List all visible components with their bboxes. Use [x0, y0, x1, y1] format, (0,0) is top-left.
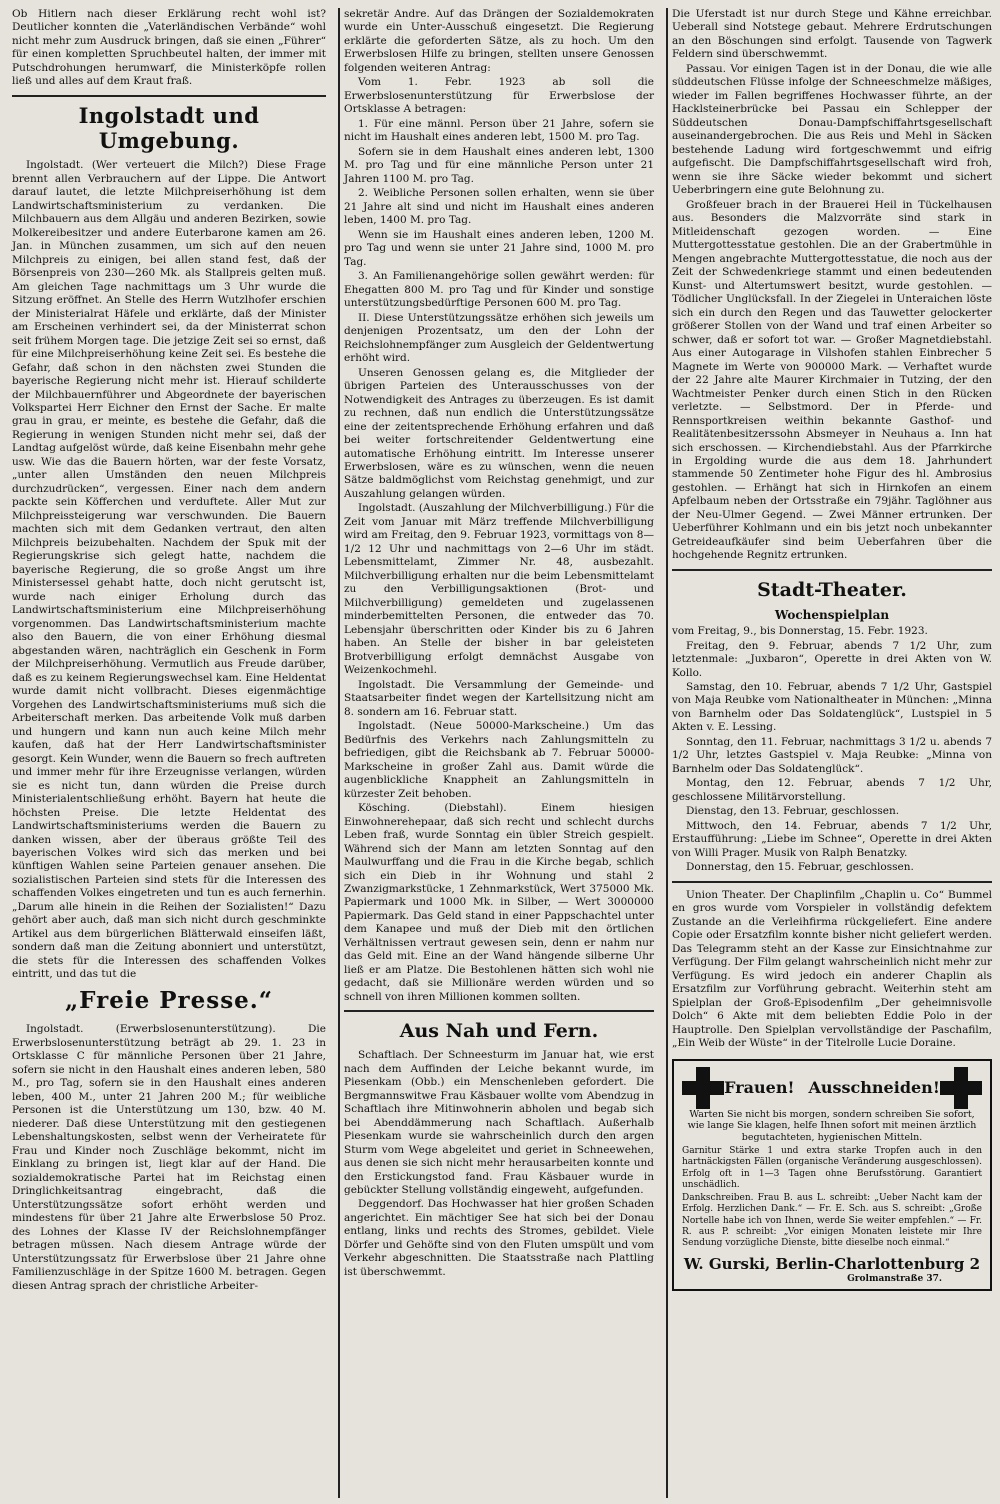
column-1: [8, 8, 330, 1498]
article-paragraph: Ingolstadt. (Neue 50000-Markscheine.) Um das Bedürfnis des Verkehrs nach Zahlungsmitteln zu befriedigen, gibt die Reichsbank ab 7. Februar 50000-Markscheine in großer Zahl aus. Damit würde die augenblickliche Knappheit an Zahlungsmitteln in kürzester Zeit behoben.: [344, 720, 654, 800]
article-paragraph: 2. Weibliche Personen sollen erhalten, wenn sie über 21 Jahre alt sind und nicht im Haushalt eines anderen leben, 1400 M. pro Tag.: [344, 187, 654, 227]
section-heading-ingolstadt: Ingolstadt und Umgebung.: [78, 102, 260, 154]
ad-header: [682, 1067, 982, 1109]
article-paragraph: Kösching. (Diebstahl). Einem hiesigen Einwohnerehepaar, daß sich recht und schlecht durchs Leben fraß, wurde Sonntag ein übler Streich gespielt. Während sich der Mann am letzten Sonntag auf den Maulwurffang und die Frau in die Kirche begab, schlich sich ein Dieb in ihr Wohnung und stahl 2 Zwanzigmarkstücke, 1 Zehnmarkstück, Wert 375000 Mk. Papiermark und 1000 Mk. in Silber, — Wert 3000000 Papiermark. Das Geld stand in einer Pappschachtel unter dem Kanapee und muß der Dieb mit den örtlichen Verhältnissen vertraut gewesen sein, denn er nahm nur das Geld mit. Eine an der Wand hängende silberne Uhr ließ er am Platze. Die Bestohlenen hätten sich wohl nie gedacht, daß sie Millionäre werden würden und so schnell von ihren Millionen kommen sollten.: [344, 802, 654, 1003]
article-paragraph: Großfeuer brach in der Brauerei Heil in Tückelhausen aus. Besonders die Malzvorräte sind stark in Mitleidenschaft gezogen worden. — Eine Muttergottesstatue gestohlen. Die an der Grabertmühle in Mengen angebrachte Muttergottesstatue, die noch aus der Zeit der Schwedenkriege stammt und einen bedeutenden Kunst- und Altertumswert besitzt, wurde gestohlen. — Tödlicher Unglücksfall. In der Ziegelei in Unteraichen löste sich ein durch den Regen und das Tauwetter gelockerter größerer Stollen von der Wand und traf einen Arbeiter so schwer, daß er sofort tot war. — Großer Magnetdiebstahl. Aus einer Autogarage in Vilshofen stahlen Einbrecher 5 Magnete im Werte von 900000 Mark. — Verhaftet wurde der 22 Jahre alte Maurer Kirchmaier in Tutzing, der den Wachtmeister Penker durch einen Stich in den Rücken verletzte. — Selbstmord. Der in Pferde- und Rennsportkreisen weithin bekannte Gasthof- und Realitätenbesitzerssohn Absmeyer in Neuhaus a. Inn hat sich erschossen. — Kirchendiebstahl. Aus der Pfarrkirche in Ergolding wurde die aus dem 18. Jahrhundert stammende 50 Zentimeter hohe Figur des hl. Ambrosius gestohlen. — Erhängt hat sich in Hirnkofen an einem Apfelbaum neben der Ortsstraße ein 79jähr. Taglöhner aus der Neu-Ulmer Gegend. — Zwei Männer ertrunken. Der Ueberführer Kohlmann und ein bis jetzt noch unbekannter Getreideaufkäufer sind beim Ueberfahren über die hochgehende Regnitz ertrunken.: [672, 198, 992, 562]
article-unemployment-relief: Ingolstadt. (Erwerbslosenunterstützung). Die Erwerbslosenunterstützung beträgt ab 29. 1. 23 in Ortsklasse C für männliche Personen über 21 Jahre, sofern sie nicht in den Haushalt eines anderen leben, 580 M., pro Tag, sofern sie in den Haushalt eines anderen leben, 400 M., unter 21 Jahren 200 M.; für weibliche Personen ist die Unterstützung um 130, bzw. 40 M. niederer. Daß diese Unterstützung mit den gestiegenen Lebenshaltungskosten, selbst wenn der Verheiratete für Frau und Kinder noch Zuschläge bekommt, nicht im Einklang zu bringen ist, liegt klar auf der Hand. Die sozialdemokratische Partei hat im Reichstag einen Dringlichkeitsantrag eingebracht, daß die Unterstützungssätze sofort erhöht werden und mindestens für über 21 Jahre alte Erwerbslose 50 Proz. des Lohnes der Klasse IV der Reichslohnempfänger betragen müssen. Nach diesem Antrage würde der Unterstützungssatz für Erwerbslose über 21 Jahre ohne Familienzuschläge in der Spitze 1600 M. betragen. Gegen diesen Antrag sprach der christliche Arbeiter-: [12, 1023, 326, 1292]
ad-headline-left: Frauen!: [724, 1077, 795, 1097]
columns: [8, 8, 992, 1498]
schedule-entry: Dienstag, den 13. Februar, geschlossen.: [686, 805, 900, 818]
ad-headline-right: Ausschneiden!: [808, 1077, 940, 1097]
article-paragraph: II. Diese Unterstützungssätze erhöhen sich jeweils um denjenigen Prozentsatz, um den der Lohn der Reichslohnempfänger zum Ausgleich der Geldentwertung erhöht wird.: [344, 311, 654, 365]
cross-icon: [940, 1067, 982, 1109]
schedule-entry: Mittwoch, den 14. Februar, abends 7 1/2 Uhr, Erstaufführung: „Liebe im Schnee“, Operette in drei Akten von Willi Prager. Musik von Ralph Benatzky.: [672, 819, 992, 859]
ad-headlines: [724, 1078, 940, 1098]
section-heading-aus-nah-und-fern: Aus Nah und Fern.: [399, 1020, 599, 1043]
schedule-entry: Donnerstag, den 15. Februar, geschlossen.: [686, 861, 914, 874]
article-union-theater: Union Theater. Der Chaplinfilm „Chaplin u. Co“ Bummel en gros wurde vom Vorspieler in vollständig defektem Zustande an die Verleihfirma rückgeliefert. Eine andere Copie oder Ersatzfilm konnte bisher nicht geliefert werden. Das Telegramm steht an der Kasse zur Einsichtnahme zur Verfügung. Der Film gelangt wahrscheinlich nicht mehr zur Verfügung. Es wird jedoch ein anderer Chaplin als Ersatzfilm zur Vorführung gebracht. Weiterhin steht am Spielplan der Groß-Episodenfilm „Der geheimnisvolle Dolch“ 6 Akte mit dem beliebten Eddie Polo in der Hauptrolle. Den Spielplan vervollständige der Paschafilm, „Ein Weib der Wüste“ in der Titelrolle Lucie Doraine.: [672, 888, 992, 1050]
section-rule: [672, 569, 992, 571]
article-milk-price: Ingolstadt. (Wer verteuert die Milch?) Diese Frage brennt allen Verbrauchern auf der Lippe. Die Antwort darauf lautet, die letzte Milchpreiserhöhung ist dem Landwirtschaftsministerium zu verdanken. Die Milchbauern aus dem Allgäu und anderen Bezirken, sowie Molkereibesitzer und andere Euterbarone kamen am 26. Jan. in München zusammen, um sich auf den neuen Milchpreis zu einigen, bei allen stand fest, daß der Börsenpreis von 230—260 Mk. als Stallpreis gelten muß. Am gleichen Tage nachmittags um 3 Uhr wurde die Sitzung eröffnet. An Stelle des Herrn Wutzlhofer erschien der Ministerialrat Häfele und erklärte, daß der Minister am Erscheinen verhindert sei, da der Ministerrat schon seit frühem Morgen tage. Die jetzige Zeit sei so ernst, daß für eine Milchpreiserhöhung keine Zeit sei. Es bestehe die Gefahr, daß schon in den nächsten zwei Stunden die bayerische Regierung nicht mehr ist. Hierauf schilderte der Milchbauernführer und Abgeordnete der bayerischen Volkspartei Herr Eichner den Ernst der Sache. Er malte grau in grau, er meinte, es bestehe die Gefahr, daß die Regierung in wenigen Stunden nicht mehr sei, daß der Landtag aufgelöst würde, daß keine Eisenbahn mehr gehe usw. Wie das die Bauern hörten, war der feste Vorsatz, „unter allen Umständen den neuen Milchpreis durchzudrücken“, vergessen. Einer nach dem andern packte sein Köfferchen und verduftete. Aller Mut zur Milchpreissteigerung war verschwunden. Die Bauern machten sich mit dem Gedanken vertraut, den alten Milchpreis beizubehalten. Nachdem der Spuk mit der Regierungskrise sich gelegt hatte, nachdem die bayerische Regierung, die so große Angst um ihre Ministersessel gehabt hatte, doch nicht gerutscht ist, wurde nach einiger Erholung durch das Landwirtschaftsministerium eine Milchpreiserhöhung vorgenommen. Das Landwirtschaftsministerium machte also den Bauern, die von einer Erhöhung diesmal abgestanden wären, nachträglich ein Geschenk in Form der Milchpreiserhöhung. Vermutlich aus Freude darüber, daß es zu keinem Regierungswechsel kam. Eine Heldentat wurde damit nicht vollbracht. Dieses eigenmächtige Vorgehen des Landwirtschaftsministeriums muß sich die Arbeiterschaft merken. Das arbeitende Volk muß darben und hungern und kann nun auch keine Milch mehr kaufen, daß hat der Herr Landwirtschaftsminister gesorgt. Kein Wunder, wenn die Bauern so frech auftreten und immer mehr für ihre Erzeugnisse verlangen, würden sie es nicht tun, dann würden die Preise durch Ministerialentschließung erhöht. Bayern hat heute die höchsten Preise. Die letzte Heldentat des Landwirtschaftsministeriums werden die Bauern zu danken wissen, aber der überaus größte Teil des bayerischen Volkes wird sich das merken und bei künftigen Wahlen seine Parteien genauer ansehen. Die sozialistischen Parteien sind stets für die Interessen des schaffenden Volkes eingetreten und tun es auch fernerhin. „Darum alle hinein in die Reihen der Sozialisten!“ Dazu gehört aber auch, daß man sich nicht durch geschminkte Artikel aus dem bürgerlichen Blätterwald einseifen läßt, sondern daß man die Zeitung abonniert und unterstützt, die stets für die Interessen des schaffenden Volkes eintritt, und das tut die: [12, 159, 326, 981]
schedule-entry: Freitag, den 9. Februar, abends 7 1/2 Uhr, zum letztenmale: „Juxbaron“, Operette in drei Akten von W. Kollo.: [672, 639, 992, 679]
article-paragraph: sekretär Andre. Auf das Drängen der Sozialdemokraten wurde ein Unter-Ausschuß eingesetzt. Die Regierung erklärte die geforderten Sätze, als zu hoch. Um den Erwerbslosen Hilfe zu bringen, stellten unsere Genossen folgenden weiteren Antrag:: [344, 8, 654, 74]
schedule-entry: vom Freitag, 9., bis Donnerstag, 15. Febr. 1923.: [672, 625, 928, 638]
schedule-entry: Montag, den 12. Februar, abends 7 1/2 Uhr, geschlossene Militärvorstellung.: [672, 777, 992, 803]
section-heading-stadt-theater: Stadt-Theater.: [757, 578, 907, 601]
schedule-entry: Sonntag, den 11. Februar, nachmittags 3 1/2 u. abends 7 1/2 Uhr, letztes Gastspiel v. Maja Reubke: „Minna von Barnhelm oder Das Soldatenglück“.: [672, 735, 992, 775]
ad-details: Garnitur Stärke 1 und extra starke Tropfen auch in den hartnäckigsten Fällen (organische Veränderung ausgeschlossen). Erfolg oft in 1—3 Tagen ohne Berufsstörung. Garantiert unschädlich.: [682, 1146, 982, 1190]
cross-icon: [682, 1067, 724, 1109]
article-paragraph: Ingolstadt. (Auszahlung der Milchverbilligung.) Für die Zeit vom Januar mit März treffende Milchverbilligung wird am Freitag, den 9. Februar 1923, vormittags von 8—1/2 12 Uhr und nachmittags von 2—6 Uhr im städt. Lebensmittelamt, Zimmer Nr. 48, ausbezahlt. Milchverbilligung erhalten nur die beim Lebensmittelamt zu den Verbilligungsaktionen (Brot- und Milchverbilligung) gemeldeten und zugelassenen minderbemittelten Personen, die entweder das 70. Lebensjahr überschritten oder Kinder bis zu 6 Jahren haben. An Stelle der bisher in bar geleisteten Brotverbilligung erfolgt demnächst Ausgabe von Weizenkochmehl.: [344, 502, 654, 677]
ad-testimonials: Dankschreiben. Frau B. aus L. schreibt: „Ueber Nacht kam der Erfolg. Herzlichen Dank.“ — Fr. E. Sch. aus S. schreibt: „Große Nortelle habe ich von Ihnen, werde Sie weiter empfehlen.“ — Fr. R. aus P. schreibt: „Vor einigen Monaten leistete mir Ihre Sendung vorzügliche Dienste, bitte dieselbe noch einmal.“: [682, 1193, 982, 1249]
intro-paragraph: Ob Hitlern nach dieser Erklärung recht wohl ist? Deutlicher konnten die „Vaterländischen Verbände“ wohl nicht mehr zum Ausdruck bringen, daß sie einen „Führer“ für einen kompletten Spruchbeutel halten, der immer mit Putschdrohungen herumwarf, die Ministerköpfe rollen ließ und alles auf dem Kraut fraß.: [12, 8, 326, 88]
article-paragraph: Ingolstadt. Die Versammlung der Gemeinde- und Staatsarbeiter findet wegen der Kartellsitzung nicht am 8. sondern am 16. Februar statt.: [344, 678, 654, 718]
schedule-title: Wochenspielplan: [774, 607, 890, 622]
ad-body: Warten Sie nicht bis morgen, sondern schreiben Sie sofort, wie lange Sie klagen, helfe Ihnen sofort mit meinen ärztlich begutachteten, hygienischen Mitteln.: [687, 1108, 977, 1144]
article-paragraph: 3. An Familienangehörige sollen gewährt werden: für Ehegatten 800 M. pro Tag und für Kinder und sonstige unterstützungsbedürftige Personen 600 M. pro Tag.: [344, 270, 654, 310]
article-paragraph: Passau. Vor einigen Tagen ist in der Donau, die wie alle süddeutschen Flüsse infolge der Schneeschmelze mäßiges, wieder im Fallen begriffenes Hochwasser führte, an der Hacklsteinerbrücke bei Passau ein Schlepper der Süddeutschen Donau-Dampfschiffahrtsgesellschaft auseinandergebrochen. Die aus Reis und Mehl in Säcken bestehende Ladung wird fortgeschwemmt und eifrig aufgefischt. Die Dampfschiffahrtsgesellschaft wird froh, wenn sie ihre Säcke wieder bekommt und sichert Ueberbringern eine gute Belohnung zu.: [672, 62, 992, 197]
article-paragraph: Wenn sie im Haushalt eines anderen leben, 1200 M. pro Tag und wenn sie unter 21 Jahre sind, 1000 M. pro Tag.: [344, 228, 654, 268]
article-paragraph: Sofern sie in dem Haushalt eines anderen lebt, 1300 M. pro Tag und für eine männliche Person unter 21 Jahren 1100 M. pro Tag.: [344, 145, 654, 185]
article-paragraph: Vom 1. Febr. 1923 ab soll die Erwerbslosenunterstützung für Erwerbslose der Ortsklasse A betragen:: [344, 76, 654, 116]
column-2: [338, 8, 658, 1498]
slogan-freie-presse: „Freie Presse.“: [64, 986, 274, 1014]
article-paragraph: 1. Für eine männl. Person über 21 Jahre, sofern sie nicht im Haushalt eines anderen lebt, 1500 M. pro Tag.: [344, 117, 654, 144]
advertisement-box: [672, 1059, 992, 1292]
article-paragraph: Unseren Genossen gelang es, die Mitglieder der übrigen Parteien des Unterausschusses von der Notwendigkeit des Antrages zu überzeugen. Es ist damit zu rechnen, daß nun endlich die Unterstützungssätze eine der zeitentsprechende Erhöhung erfahren und daß bei weiter fortschreitender Geldentwertung eine automatische Erhöhung eintritt. Im Interesse unserer Erwerbslosen, wäre es zu wünschen, wenn die neuen Sätze baldmöglichst vom Reichstag genehmigt, und zur Auszahlung gelangen würden.: [344, 366, 654, 500]
column-3: [666, 8, 996, 1498]
schedule-entry: Samstag, den 10. Februar, abends 7 1/2 Uhr, Gastspiel von Maja Reubke vom Nationaltheater in München: „Minna von Barnhelm oder Das Soldatenglück“, Lustspiel in 5 Akten v. E. Lessing.: [672, 681, 992, 734]
section-rule: [12, 95, 326, 97]
ad-signature: W. Gurski, Berlin-Charlottenburg 2: [683, 1255, 981, 1274]
article-paragraph: Deggendorf. Das Hochwasser hat hier großen Schaden angerichtet. Ein mächtiger See hat sich bei der Donau entlang, links und rechts des Stromes, gebildet. Viele Dörfer und Gehöfte sind von den Fluten umspült und vom Verkehr abgeschnitten. Die Staatsstraße nach Plattling ist überschwemmt.: [344, 1198, 654, 1278]
section-rule: [344, 1010, 654, 1012]
ad-street: Grolmanstraße 37.: [847, 1274, 942, 1285]
article-paragraph: Die Uferstadt ist nur durch Stege und Kähne erreichbar. Ueberall sind Notstege gebaut. Mehrere Erdrutschungen an den Böschungen sind erfolgt. Tausende von Tagwerk Feldern sind überschwemmt.: [672, 8, 992, 61]
section-rule: [672, 881, 992, 883]
article-paragraph: Schaftlach. Der Schneesturm im Januar hat, wie erst nach dem Auffinden der Leiche bekannt wurde, im Piesenkam (Obb.) ein Menschenleben gefordert. Die Bergmannswitwe Frau Käsbauer wollte vom Abendzug in Schaftlach ihre Mitinwohnerin abholen und begab sich bei Abenddämmerung nach Schaftlach. Außerhalb Piesenkam wurde sie wahrscheinlich durch den argen Sturm vom Wege abgeleitet und geriet in Schneewehen, aus denen sie sich nicht mehr herausarbeiten konnte und den Erstickungstod fand. Frau Käsbauer wurde in gebückter Stellung vollständig eingeweht, aufgefunden.: [344, 1049, 654, 1196]
